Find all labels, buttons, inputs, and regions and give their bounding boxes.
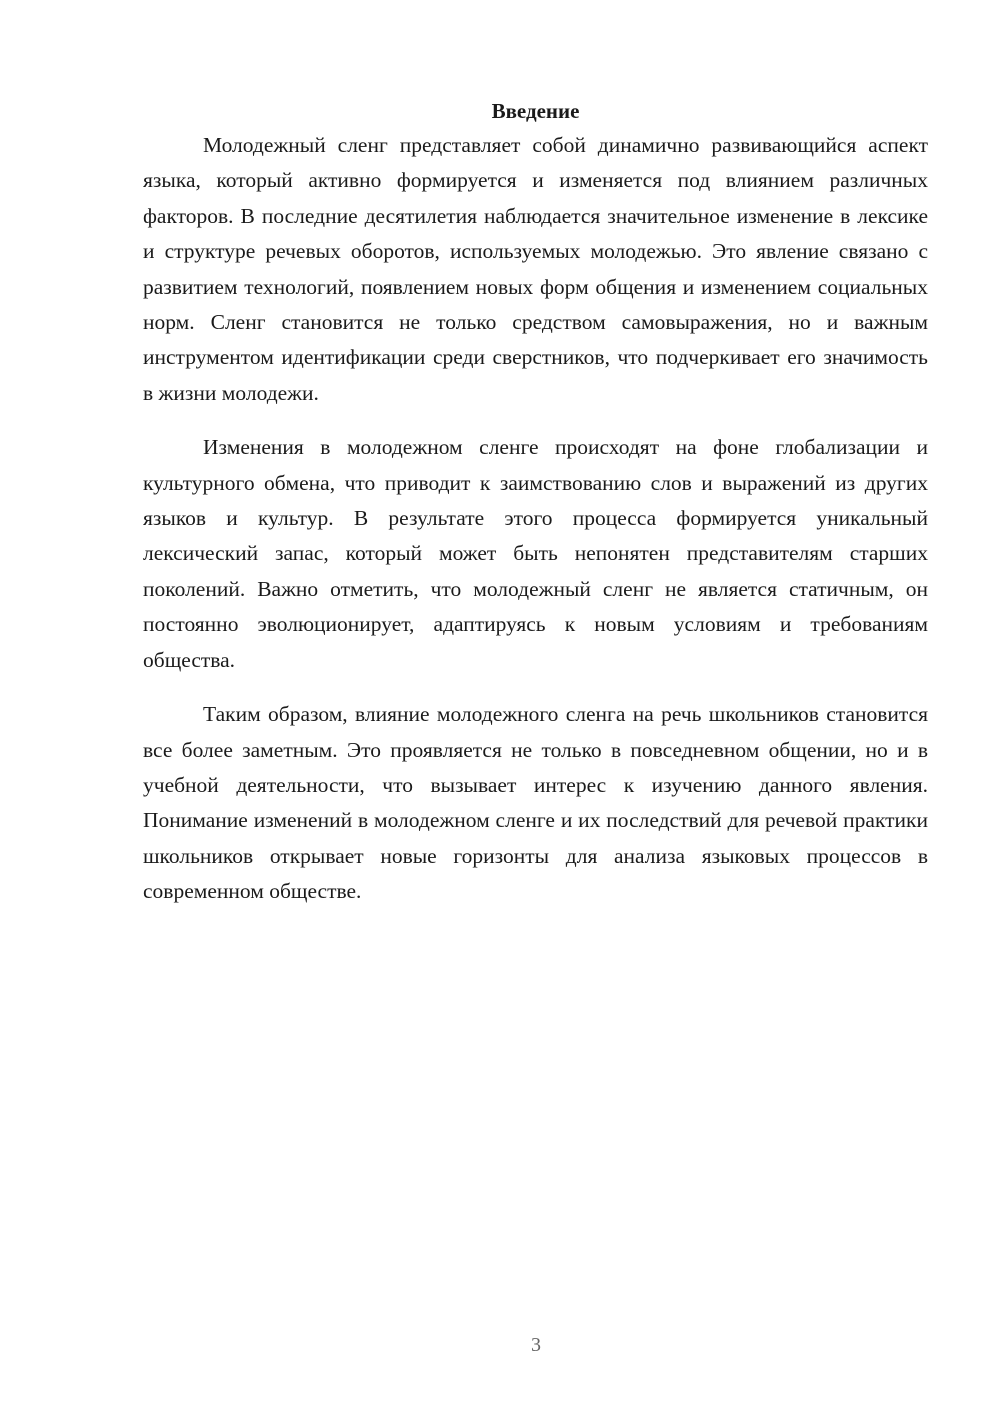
paragraph-1: Молодежный сленг представляет собой динамично развивающийся аспект языка, который активно формируется и изменяется под влиянием различных факторов. В последние десятилетия наблюдается значительное изменение в лексике и структуре речевых оборотов, используемых молодежью. Это явление связано с развитием технологий, появлением новых форм общения и изменением социальных норм. Сленг становится не только средством самовыражения, но и важным инструментом идентификации среди сверстников, что подчеркивает его значимость в жизни молодежи. — [143, 133, 928, 405]
page-content — [143, 96, 928, 929]
paragraph-3: Таким образом, влияние молодежного сленга на речь школьников становится все более заметным. Это проявляется не только в повседневном общении, но и в учебной деятельности, что вызывает интерес к изучению данного явления. Понимание изменений в молодежном сленге и их последствий для речевой практики школьников открывает новые горизонты для анализа языковых процессов в современном обществе. — [143, 702, 928, 904]
paragraph-2: Изменения в молодежном сленге происходят на фоне глобализации и культурного обмена, что приводит к заимствованию слов и выражений из других языков и культур. В результате этого процесса формируется уникальный лексический запас, который может быть непонятен представителям старших поколений. Важно отметить, что молодежный сленг не является статичным, он постоянно эволюционирует, адаптируясь к новым условиям и требованиям общества. — [143, 435, 928, 672]
section-heading: Введение — [491, 99, 580, 123]
page-number: 3 — [531, 1334, 541, 1356]
